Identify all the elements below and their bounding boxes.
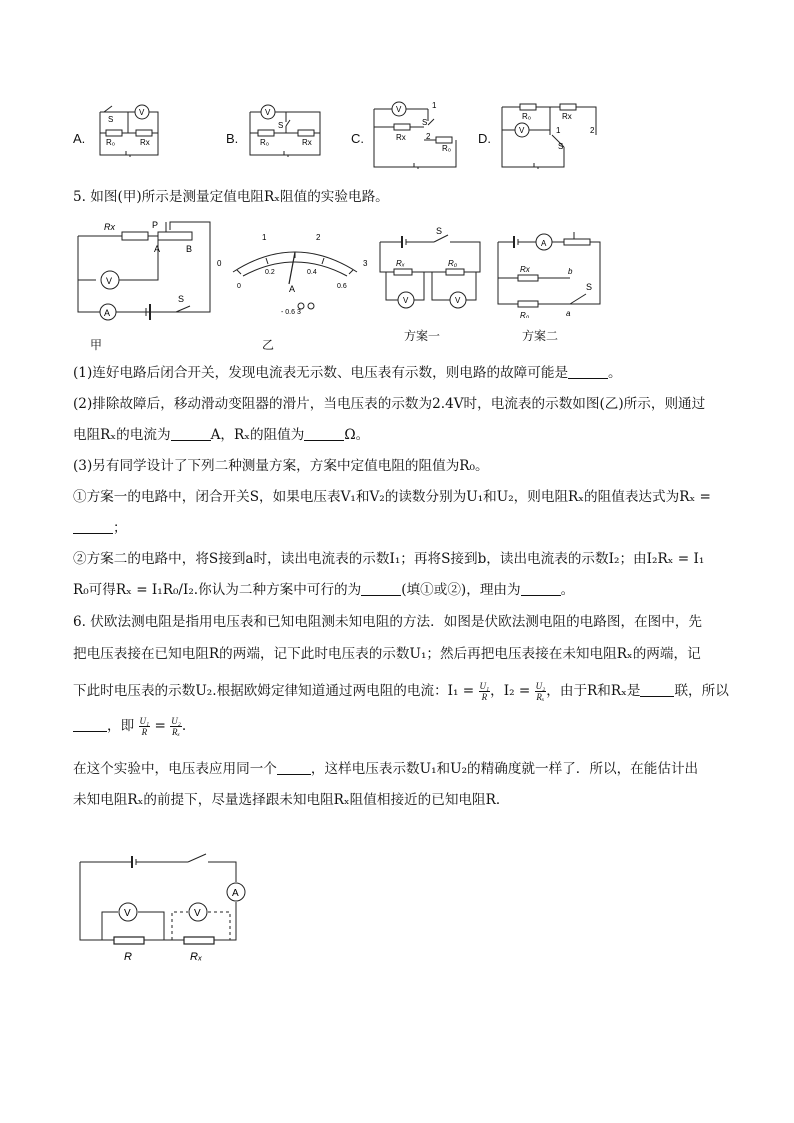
option-c-circuit [366, 95, 466, 170]
q6-circuit-figure [70, 852, 250, 968]
option-b-label: B. [226, 131, 239, 146]
figure-yi-ammeter [215, 222, 375, 322]
figure-yi-caption: 乙 [262, 338, 275, 352]
answer-blank[interactable] [361, 582, 401, 596]
svg-text:1: 1 [262, 233, 267, 242]
option-c-label: C. [351, 131, 364, 146]
svg-text:2: 2 [316, 233, 321, 242]
svg-text:0.6: 0.6 [337, 283, 347, 290]
svg-text:Rx: Rx [302, 138, 312, 147]
q5-plan2-line1: ②方案二的电路中，将S接到a时，读出电流表的示数I₁；再将S接到b，读出电流表的示数I₂；由I₂Rₓ = I₁ [73, 551, 705, 567]
q5-part2-line1: (2)排除故障后，移动滑动变阻器的滑片，当电压表的示数为2.4V时，电流表的示数如图(乙)所示，则通过 [73, 396, 706, 412]
option-d-label: D. [478, 131, 491, 146]
svg-text:S: S [586, 282, 593, 292]
fraction-u2-rx: $\frac{\text{U₂}}{\text{Rₓ}}$ [171, 716, 181, 737]
svg-text:3: 3 [363, 259, 368, 268]
svg-text:A: A [104, 308, 111, 318]
svg-text:S: S [178, 294, 185, 304]
svg-text:A: A [232, 888, 239, 899]
q5-plan2-line2: R₀可得Rₓ = I₁R₀/I₂.你认为二种方案中可行的为 (填①或②)，理由为 。 [73, 582, 575, 598]
option-a-circuit [90, 100, 170, 170]
q6-line5: 在这个实验中，电压表应用同一个 ，这样电压表示数U₁和U₂的精确度就一样了．所以，在能估计出 [73, 761, 699, 777]
svg-text:2: 2 [590, 126, 595, 135]
q5-plan1-line2: ； [73, 519, 127, 537]
svg-text:2: 2 [426, 132, 431, 141]
figure-plan-2-caption: 方案二 [522, 329, 559, 343]
svg-text:V: V [519, 126, 525, 135]
answer-blank[interactable] [277, 761, 311, 775]
svg-text:R₀: R₀ [520, 311, 530, 318]
svg-text:R₀: R₀ [106, 138, 116, 147]
q5-plan1-line1: ①方案一的电路中，闭合开关S，如果电压表V₁和V₂的读数分别为U₁和U₂，则电阻Rₓ的阻值表达式为Rₓ = [73, 489, 711, 505]
answer-blank[interactable] [521, 582, 561, 596]
answer-blank[interactable] [640, 683, 674, 697]
svg-text:V: V [396, 105, 402, 114]
svg-text:R₀: R₀ [260, 138, 270, 147]
svg-text:S: S [278, 121, 284, 130]
svg-text:A: A [289, 284, 296, 294]
option-b-circuit [242, 100, 330, 170]
option-a-label: A. [73, 131, 86, 146]
svg-text:R₀: R₀ [522, 112, 532, 121]
figure-jia [70, 216, 220, 326]
svg-text:A: A [541, 239, 547, 248]
svg-text:V: V [124, 908, 131, 919]
svg-text:R₀: R₀ [442, 144, 452, 153]
q6-line1: 6. 伏欧法测电阻是指用电压表和已知电阻测未知电阻的方法．如图是伏欧法测电阻的电路图，在图中，先 [73, 614, 703, 630]
svg-text:Rx: Rx [104, 222, 115, 232]
figure-plan-1-caption: 方案一 [404, 329, 441, 343]
svg-text:R₀: R₀ [448, 259, 458, 268]
svg-text:0.2: 0.2 [265, 269, 275, 276]
answer-blank[interactable] [304, 427, 344, 441]
svg-text:0.4: 0.4 [307, 269, 317, 276]
svg-text:Rₓ: Rₓ [190, 951, 203, 963]
figure-jia-caption: 甲 [90, 338, 103, 352]
svg-text:b: b [568, 267, 573, 276]
svg-text:1: 1 [432, 101, 437, 110]
svg-text:S: S [558, 142, 564, 151]
svg-text:R: R [124, 951, 132, 963]
svg-text:a: a [566, 309, 571, 318]
svg-text:S: S [422, 118, 428, 127]
svg-text:Rx: Rx [562, 112, 572, 121]
svg-text:V: V [455, 296, 461, 305]
q5-stem: 5. 如图(甲)所示是测量定值电阻Rₓ阻值的实验电路。 [73, 189, 389, 205]
svg-text:0: 0 [217, 259, 222, 268]
svg-text:V: V [265, 108, 271, 117]
q5-part1: (1)连好电路后闭合开关，发现电流表无示数、电压表有示数，则电路的故障可能是 。 [73, 365, 622, 381]
q6-line6: 未知电阻Rₓ的前提下，尽量选择跟未知电阻Rₓ阻值相接近的已知电阻R． [73, 792, 510, 808]
option-d-circuit [494, 95, 604, 170]
q6-line3: 下此时电压表的示数U₂.根据欧姆定律知道通过两电阻的电流：I₁ = $\frac{\text{U₁}}{R}$ ，I₂ = $\frac{\text{U₂}}{\text{Rₓ}}$ ，由于R和Rₓ是 联，所以 [73, 681, 729, 702]
svg-text:V: V [194, 908, 201, 919]
figure-plan-1 [372, 222, 488, 318]
svg-text:1: 1 [556, 126, 561, 135]
figure-plan-2 [490, 222, 610, 318]
svg-text:V: V [139, 108, 145, 117]
svg-text:S: S [108, 115, 114, 124]
fraction-i2: $\frac{\text{U₂}}{\text{Rₓ}}$ [535, 681, 546, 702]
svg-text:0: 0 [237, 283, 241, 290]
q5-part2-line2: 电阻Rₓ的电流为 A，Rₓ的阻值为 Ω。 [73, 427, 370, 443]
svg-text:S: S [436, 226, 443, 236]
q6-line4: ，即 $\frac{\text{U₁}}{R}$ = $\frac{\text{U₂}}{\text{Rₓ}}$ . [73, 712, 186, 740]
svg-text:V: V [106, 276, 113, 286]
svg-text:- 0.6 3: - 0.6 3 [281, 309, 301, 316]
svg-text:V: V [403, 296, 409, 305]
fraction-u1-r: $\frac{\text{U₁}}{R}$ [139, 716, 150, 737]
svg-text:A: A [154, 244, 161, 254]
answer-blank[interactable] [568, 365, 608, 379]
svg-text:Rx: Rx [396, 133, 406, 142]
q6-line2: 把电压表接在已知电阻R的两端，记下此时电压表的示数U₁；然后再把电压表接在未知电阻Rₓ的两端，记 [73, 646, 701, 662]
q5-part3: (3)另有同学设计了下列二种测量方案，方案中定值电阻的阻值为R₀。 [73, 458, 489, 474]
svg-text:Rx: Rx [520, 265, 530, 274]
svg-text:P: P [152, 220, 159, 230]
fraction-i1: $\frac{\text{U₁}}{R}$ [479, 681, 490, 702]
answer-blank[interactable] [73, 520, 113, 534]
svg-text:Rₓ: Rₓ [396, 259, 405, 268]
svg-text:B: B [186, 244, 193, 254]
svg-text:Rx: Rx [140, 138, 150, 147]
answer-blank[interactable] [73, 718, 107, 732]
answer-blank[interactable] [171, 427, 211, 441]
